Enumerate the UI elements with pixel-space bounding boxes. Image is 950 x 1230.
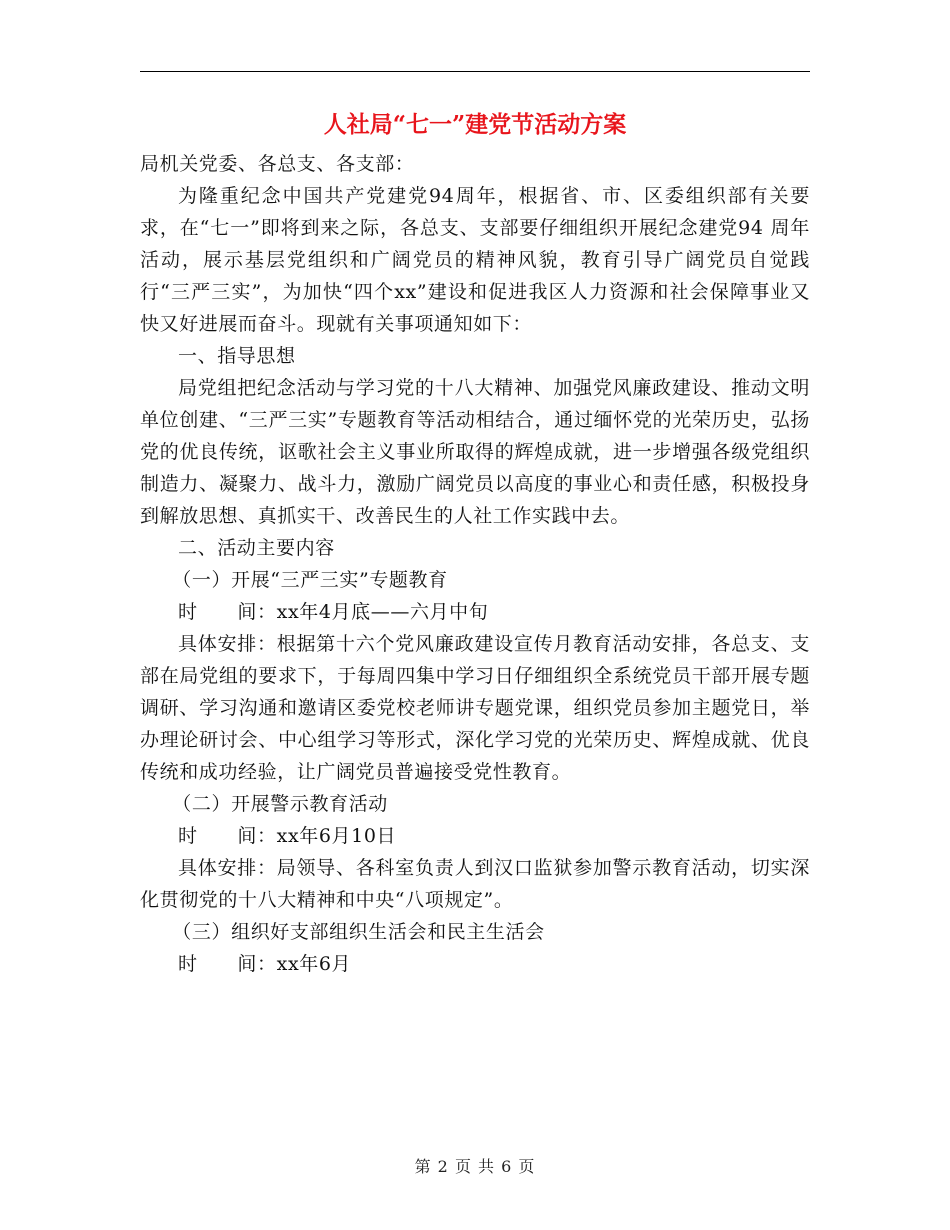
section-heading-main-activities: 二、活动主要内容 xyxy=(178,537,335,559)
arrangement-warning: 具体安排：局领导、各科室负责人到汉口监狱参加警示教育活动，切实深化贯彻党的十八大精神和中央“八项规定”。 xyxy=(140,857,810,911)
document-title: 人社局“七一”建党节活动方案 xyxy=(323,111,627,138)
time-line-branch-meetings: 时 间：xx年6月 xyxy=(178,953,352,975)
document-body xyxy=(140,148,810,980)
time-line-education: 时 间：xx年4月底——六月中旬 xyxy=(178,601,489,623)
section-heading-guiding-thought: 一、指导思想 xyxy=(178,345,296,367)
salutation: 局机关党委、各总支、各支部： xyxy=(140,153,415,175)
sub-heading-warning: （二）开展警示教育活动 xyxy=(172,793,388,815)
time-line-warning: 时 间：xx年6月10日 xyxy=(178,825,397,847)
header-rule xyxy=(140,71,810,72)
intro-paragraph: 为隆重纪念中国共产党建党94周年，根据省、市、区委组织部有关要求，在“七一”即将到来之际，各总支、支部要仔细组织开展纪念建党94 周年活动，展示基层党组织和广阔党员的精神风貌，教育引导广阔党员自觉践行“三严三实”，为加快“四个xx”建设和促进我区人力资源和社会保障事业又快又好进展而奋斗。现就有关事项通知如下： xyxy=(140,185,810,335)
page-footer: 第 2 页 共 6 页 xyxy=(414,1157,536,1176)
sub-heading-education: （一）开展“三严三实”专题教育 xyxy=(172,569,448,591)
arrangement-education: 具体安排：根据第十六个党风廉政建设宣传月教育活动安排，各总支、支部在局党组的要求下，于每周四集中学习日仔细组织全系统党员干部开展专题调研、学习沟通和邀请区委党校老师讲专题党课，组织党员参加主题党日，举办理论研讨会、中心组学习等形式，深化学习党的光荣历史、辉煌成就、优良传统和成功经验，让广阔党员普遍接受党性教育。 xyxy=(140,633,810,783)
sub-heading-branch-meetings: （三）组织好支部组织生活会和民主生活会 xyxy=(172,921,545,943)
guiding-thought-paragraph: 局党组把纪念活动与学习党的十八大精神、加强党风廉政建设、推动文明单位创建、“三严三实”专题教育等活动相结合，通过缅怀党的光荣历史，弘扬党的优良传统，讴歌社会主义事业所取得的辉煌成就，进一步增强各级党组织制造力、凝聚力、战斗力，激励广阔党员以高度的事业心和责任感，积极投身到解放思想、真抓实干、改善民生的人社工作实践中去。 xyxy=(140,377,810,527)
